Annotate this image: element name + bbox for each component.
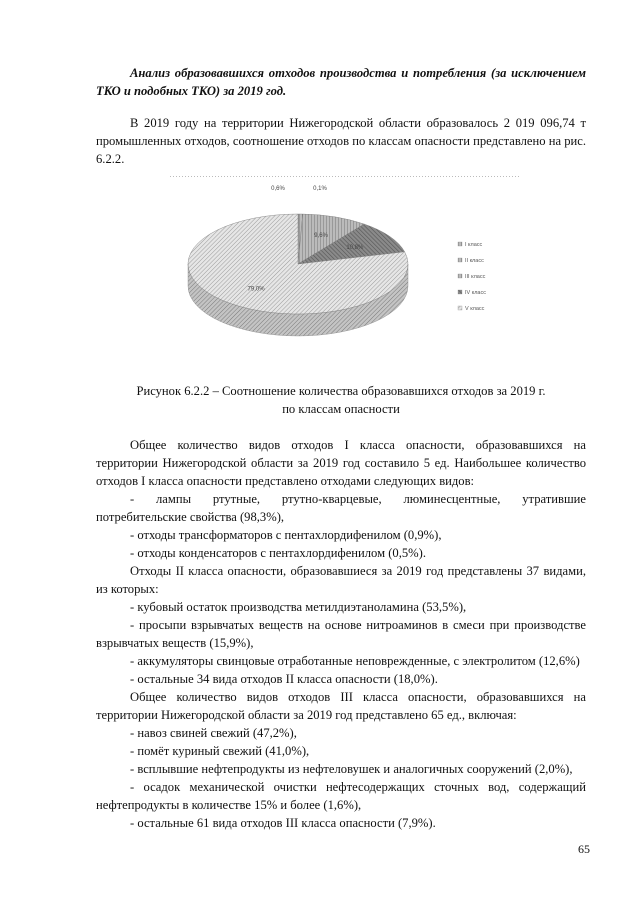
caption-line-2: по классам опасности: [282, 402, 400, 416]
slice-label-1: 0,1%: [313, 186, 327, 192]
class1-item-3: - отходы конденсаторов с пентахлордифенилом (0,5%).: [130, 546, 426, 560]
section-heading: Анализ образовавшихся отходов производства и потребления (за исключением ТКО и подобных ТКО) за 2019 год.: [96, 66, 586, 98]
intro-paragraph: В 2019 году на территории Нижегородской области образовалось 2 019 096,74 т промышленных отходов, соотношение отходов по классам опасности представлено на рис. 6.2.2.: [96, 116, 586, 166]
class3-item-2: - помёт куриный свежий (41,0%),: [130, 744, 310, 758]
legend-label-2: II класс: [465, 258, 484, 264]
class2-item-3: - аккумуляторы свинцовые отработанные неповрежденные, с электролитом (12,6%): [130, 654, 580, 668]
legend-swatch-1: [458, 242, 462, 246]
class1-intro: Общее количество видов отходов I класса опасности, образовавшихся на территории Нижегородской области за 2019 год составило 5 ед. Наибольшее количество отходов I класса опасности представлено отходами следующих видов:: [96, 438, 586, 488]
class3-item-3: - всплывшие нефтепродукты из нефтеловушек и аналогичных сооружений (2,0%),: [130, 762, 573, 776]
legend-label-1: I класс: [465, 242, 483, 248]
class3-item-5: - остальные 61 вида отходов III класса опасности (7,9%).: [130, 816, 436, 830]
legend: [458, 242, 486, 312]
pie-chart: [170, 176, 520, 371]
legend-label-3: III класс: [465, 274, 486, 280]
caption-line-1: Рисунок 6.2.2 – Соотношение количества образовавшихся отходов за 2019 г.: [136, 384, 546, 398]
class3-intro: Общее количество видов отходов III класса опасности, образовавшихся на территории Нижегородской области за 2019 год представлено 65 ед., включая:: [96, 690, 586, 722]
page-number: 65: [578, 842, 590, 856]
class2-item-4: - остальные 34 вида отходов II класса опасности (18,0%).: [130, 672, 438, 686]
figure-caption: [96, 382, 586, 418]
class1-item-1: - лампы ртутные, ртутно-кварцевые, люминесцентные, утратившие потребительские свойства (98,3%),: [96, 492, 586, 524]
slice-label-2: 0,6%: [271, 186, 285, 192]
class2-intro: Отходы II класса опасности, образовавшиеся за 2019 год представлены 37 видами, из которых:: [96, 564, 586, 596]
legend-label-4: IV класс: [465, 290, 486, 296]
slice-label-4: 10,8%: [346, 244, 364, 251]
pie-slices: [188, 214, 408, 336]
class2-item-2: - просыпи взрывчатых веществ на основе нитроаминов в смеси при производстве взрывчатых веществ (15,9%),: [96, 618, 586, 650]
class3-item-1: - навоз свиней свежий (47,2%),: [130, 726, 297, 740]
legend-swatch-5: [458, 306, 462, 310]
class2-item-1: - кубовый остаток производства метилдиэтаноламина (53,5%),: [130, 600, 467, 614]
legend-swatch-3: [458, 274, 462, 278]
slice-label-5: 79,0%: [247, 286, 265, 293]
legend-label-5: V класс: [465, 306, 485, 312]
legend-swatch-4: [458, 290, 462, 294]
slice-label-3: 9,6%: [314, 232, 328, 239]
class3-item-4: - осадок механической очистки нефтесодержащих сточных вод, содержащий нефтепродукты в количестве 15% и более (1,6%),: [96, 780, 586, 812]
pie-chart-svg: [170, 176, 520, 371]
legend-swatch-2: [458, 258, 462, 262]
class1-item-2: - отходы трансформаторов с пентахлордифенилом (0,9%),: [130, 528, 442, 542]
